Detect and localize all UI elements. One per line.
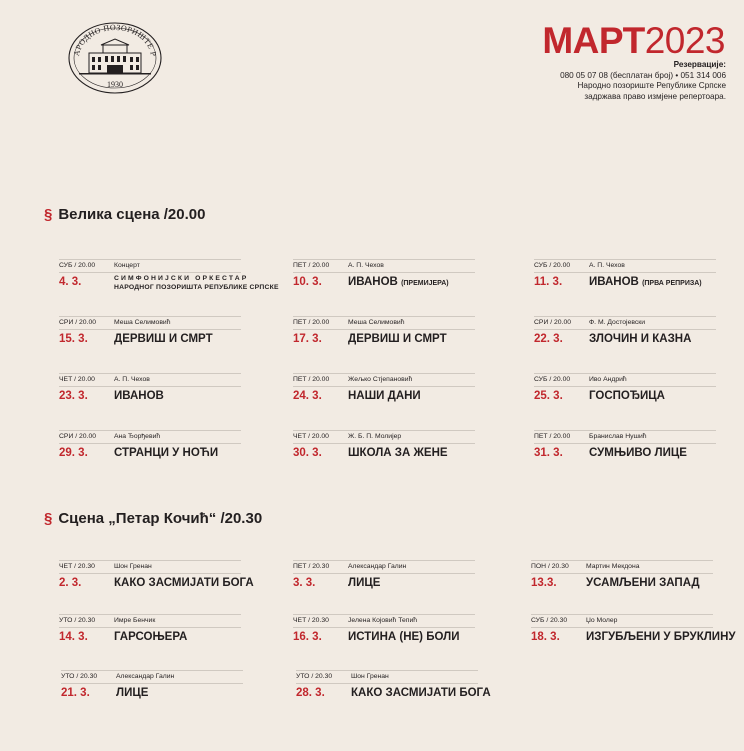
reservations-phones: 080 05 07 08 (бесплатан број) • 051 314 006 xyxy=(560,70,726,80)
event-day-time: СРИ / 20.00 xyxy=(59,319,97,326)
event-title xyxy=(589,276,702,290)
event-author: Шон Гренан xyxy=(351,673,389,680)
event-day-time: УТО / 20.30 xyxy=(296,673,333,680)
section-title: Велика сцена /20.00 xyxy=(58,206,206,223)
event-date: 29. 3. xyxy=(59,447,88,459)
event-author: Меша Селимовић xyxy=(348,319,405,326)
reservations-label: Резервације: xyxy=(673,60,726,69)
event-title: КАКО ЗАСМИЈАТИ БОГА xyxy=(114,577,254,589)
event-author: Ана Ђорђевић xyxy=(114,433,161,440)
event-date: 16. 3. xyxy=(293,631,322,643)
event-entry xyxy=(293,560,475,596)
event-day-time: ЧЕТ / 20.00 xyxy=(59,376,95,383)
event-entry xyxy=(59,259,279,295)
event-title-line-1: СИМФОНИЈСКИ ОРКЕСТАР xyxy=(114,275,249,282)
event-title: НАШИ ДАНИ xyxy=(348,390,421,402)
event-entry xyxy=(59,316,241,352)
event-title: ИСТИНА (НЕ) БОЛИ xyxy=(348,631,460,643)
event-title: ДЕРВИШ И СМРТ xyxy=(114,333,213,345)
event-day-time: ПЕТ / 20.30 xyxy=(293,563,330,570)
event-title: ИВАНОВ xyxy=(114,390,164,402)
event-day-time: ЧЕТ / 20.30 xyxy=(293,617,329,624)
event-author: Шон Гренан xyxy=(114,563,152,570)
event-title xyxy=(114,274,279,292)
event-title: ГАРСОЊЕРА xyxy=(114,631,188,643)
event-title-text: ИВАНОВ xyxy=(348,276,398,288)
event-date: 11. 3. xyxy=(534,276,563,288)
event-author: Александар Галин xyxy=(116,673,175,680)
event-date: 24. 3. xyxy=(293,390,322,402)
event-day-time: СУБ / 20.00 xyxy=(59,262,96,269)
event-title: ЛИЦЕ xyxy=(116,687,149,699)
event-entry xyxy=(293,614,475,650)
event-date: 13.3. xyxy=(531,577,557,589)
event-author: Ф. М. Достојевски xyxy=(589,319,646,326)
event-day-time: СРИ / 20.00 xyxy=(59,433,97,440)
event-date: 18. 3. xyxy=(531,631,560,643)
event-date: 2. 3. xyxy=(59,577,82,589)
disclaimer-line-2: задржава право измјене репертоара. xyxy=(584,91,726,101)
event-entry xyxy=(59,373,241,409)
event-author: Иво Андрић xyxy=(589,376,627,383)
event-entry xyxy=(296,670,491,706)
event-title: ЗЛОЧИН И КАЗНА xyxy=(589,333,692,345)
event-date: 21. 3. xyxy=(61,687,90,699)
event-entry xyxy=(534,316,716,352)
event-title: СУМЊИВО ЛИЦЕ xyxy=(589,447,687,459)
event-date: 15. 3. xyxy=(59,333,88,345)
event-date: 17. 3. xyxy=(293,333,322,345)
event-entry xyxy=(59,614,241,650)
event-author: Јелена Којовић Тепић xyxy=(348,617,418,624)
event-author: Жељко Стјепановић xyxy=(348,376,413,383)
event-author: Џо Молер xyxy=(586,617,618,624)
event-title: СТРАНЦИ У НОЋИ xyxy=(114,447,219,459)
event-date: 30. 3. xyxy=(293,447,322,459)
event-title-line-2: НАРОДНОГ ПОЗОРИШТА РЕПУБЛИКЕ СРПСКЕ xyxy=(114,284,279,291)
event-day-time: СУБ / 20.30 xyxy=(531,617,568,624)
event-title-text: ИВАНОВ xyxy=(589,276,639,288)
reservations-block xyxy=(560,60,726,102)
event-day-time: УТО / 20.30 xyxy=(61,673,98,680)
event-entry xyxy=(293,316,475,352)
event-day-time: СРИ / 20.00 xyxy=(534,319,572,326)
event-date: 4. 3. xyxy=(59,276,82,288)
event-entry xyxy=(293,259,475,295)
event-date: 3. 3. xyxy=(293,577,316,589)
event-author: Александар Галин xyxy=(348,563,407,570)
event-day-time: ПЕТ / 20.00 xyxy=(293,262,330,269)
event-day-time: ПЕТ / 20.00 xyxy=(293,319,330,326)
logo-year: 1930 xyxy=(107,80,123,89)
disclaimer-line-1: Народно позориште Републике Српске xyxy=(577,81,726,91)
section-heading-petar-kocic xyxy=(44,510,262,528)
event-title: УСАМЉЕНИ ЗАПАД xyxy=(586,577,700,589)
event-entry xyxy=(61,670,243,706)
logo-text: АРОДНО ПОЗОРИШТЕ Р xyxy=(72,22,159,58)
year: 2023 xyxy=(644,20,725,61)
event-day-time: УТО / 20.30 xyxy=(59,617,96,624)
month-title xyxy=(542,20,725,62)
event-day-time: ПЕТ / 20.00 xyxy=(293,376,330,383)
event-date: 25. 3. xyxy=(534,390,563,402)
event-entry xyxy=(534,259,716,295)
event-day-time: ЧЕТ / 20.30 xyxy=(59,563,95,570)
event-author: А. П. Чехов xyxy=(348,262,384,269)
event-entry xyxy=(59,430,241,466)
event-note: (ПРВА РЕПРИЗА) xyxy=(642,280,702,287)
section-heading-velika-scena xyxy=(44,206,205,224)
event-author: Ж. Б. П. Молијер xyxy=(348,433,402,440)
section-mark-icon: § xyxy=(44,510,53,527)
event-author: Меша Селимовић xyxy=(114,319,171,326)
event-author: Бранислав Нушић xyxy=(589,433,647,440)
event-day-time: СУБ / 20.00 xyxy=(534,376,571,383)
event-date: 28. 3. xyxy=(296,687,325,699)
event-entry xyxy=(531,614,736,650)
event-title: ГОСПОЂИЦА xyxy=(589,390,665,402)
event-day-time: ПОН / 20.30 xyxy=(531,563,569,570)
event-note: (ПРЕМИЈЕРА) xyxy=(401,280,449,287)
event-author: Концерт xyxy=(114,262,140,269)
event-title: ИЗГУБЉЕНИ У БРУКЛИНУ xyxy=(586,631,736,643)
event-entry xyxy=(59,560,254,596)
event-title: ШКОЛА ЗА ЖЕНЕ xyxy=(348,447,448,459)
event-entry xyxy=(534,373,716,409)
svg-text:НАРОДНО ПОЗОРИШТЕ РС xyxy=(67,21,158,57)
month-name: МАРТ xyxy=(542,20,645,61)
event-title xyxy=(348,276,449,290)
event-date: 10. 3. xyxy=(293,276,322,288)
event-day-time: ЧЕТ / 20.00 xyxy=(293,433,329,440)
event-author: Мартин Мекдона xyxy=(586,563,640,570)
event-title: ЛИЦЕ xyxy=(348,577,381,589)
event-day-time: СУБ / 20.00 xyxy=(534,262,571,269)
event-date: 31. 3. xyxy=(534,447,563,459)
event-author: А. П. Чехов xyxy=(589,262,625,269)
event-author: А. П. Чехов xyxy=(114,376,150,383)
theatre-seal-icon xyxy=(67,21,163,95)
event-date: 14. 3. xyxy=(59,631,88,643)
theatre-logo xyxy=(67,21,163,95)
event-entry xyxy=(293,430,475,466)
event-entry xyxy=(293,373,475,409)
event-day-time: ПЕТ / 20.00 xyxy=(534,433,571,440)
event-title: ДЕРВИШ И СМРТ xyxy=(348,333,447,345)
event-title: КАКО ЗАСМИЈАТИ БОГА xyxy=(351,687,491,699)
section-title: Сцена „Петар Кочић“ /20.30 xyxy=(58,510,263,527)
event-date: 23. 3. xyxy=(59,390,88,402)
section-mark-icon: § xyxy=(44,206,53,223)
event-date: 22. 3. xyxy=(534,333,563,345)
event-entry xyxy=(534,430,716,466)
event-entry xyxy=(531,560,713,596)
event-author: Имре Бенчик xyxy=(114,617,156,624)
